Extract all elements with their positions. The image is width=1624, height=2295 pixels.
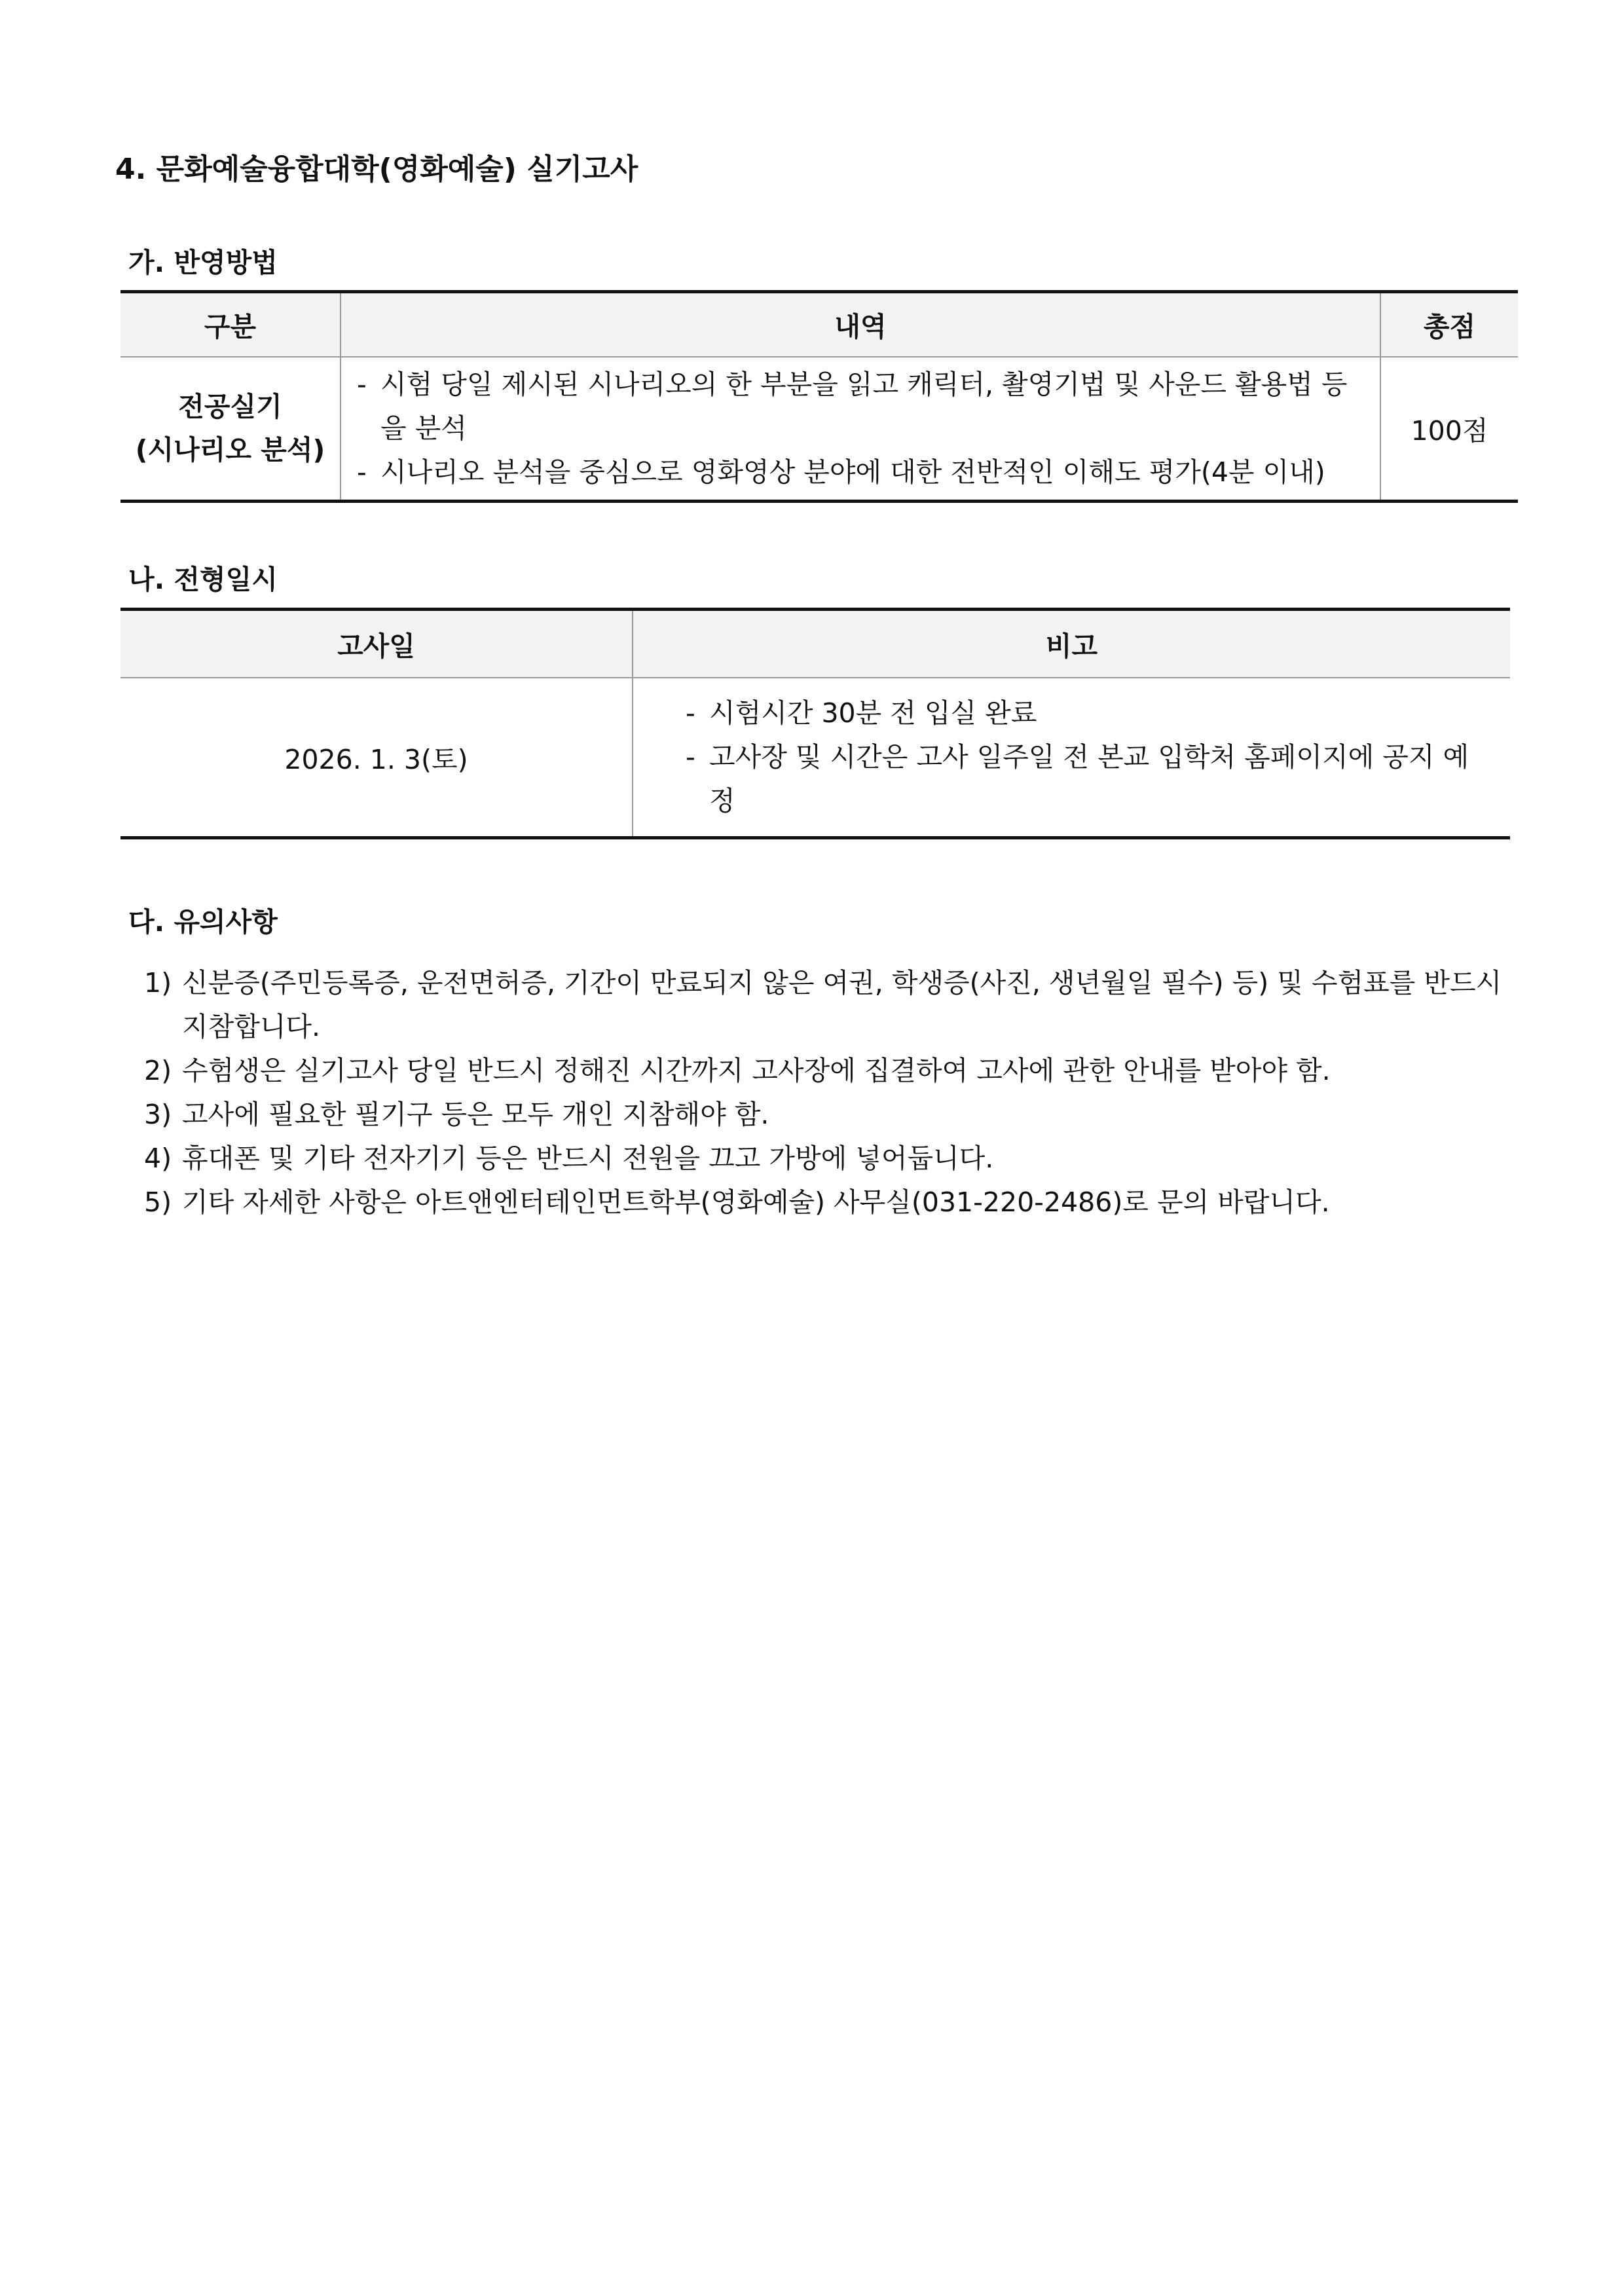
list-item: - 시나리오 분석을 중심으로 영화영상 분야에 대한 전반적인 이해도 평가(4분 이내) (357, 456, 1325, 488)
item-text: 휴대폰 및 기타 전자기기 등은 반드시 전원을 끄고 가방에 넣어둡니다. (182, 1143, 994, 1174)
table-header-row (120, 292, 1518, 357)
section-a-heading: 가. 반영방법 (128, 247, 278, 278)
list-item: - 시험 당일 제시된 시나리오의 한 부분을 읽고 캐릭터, 촬영기법 및 사운드 활용법 등을 분석 (357, 368, 1348, 444)
category-line-2: (시나리오 분석) (135, 434, 325, 466)
item-text: 수험생은 실기고사 당일 반드시 정해진 시간까지 고사장에 집결하여 고사에 관한 안내를 받아야 함. (182, 1055, 1331, 1086)
list-item (144, 961, 1506, 1049)
page-title: 4. 문화예술융합대학(영화예술) 실기고사 (115, 153, 638, 186)
exam-date-cell: 2026. 1. 3(토) (284, 743, 468, 775)
table-header-row (120, 610, 1510, 678)
section-c-heading: 다. 유의사항 (128, 906, 278, 938)
category-line-1: 전공실기 (178, 391, 282, 423)
item-number: 3) (144, 1099, 172, 1130)
item-text: 기타 자세한 사항은 아트앤엔터테인먼트학부(영화예술) 사무실(031-220-2486)로 문의 바랍니다. (182, 1186, 1330, 1218)
details-list (341, 363, 1380, 494)
precautions-list (144, 961, 1506, 1224)
list-item (144, 1049, 1506, 1093)
item-number: 5) (144, 1186, 172, 1218)
header-category: 구분 (120, 292, 341, 357)
remarks-cell (633, 678, 1510, 838)
list-item (144, 1137, 1506, 1181)
table-row (120, 357, 1518, 502)
list-item: - 시험시간 30분 전 입실 완료 (686, 697, 1037, 729)
item-text: 신분증(주민등록증, 운전면허증, 기간이 만료되지 않은 여권, 학생증(사진, 생년월일 필수) 등) 및 수험표를 반드시 지참합니다. (182, 967, 1502, 1042)
remarks-list (633, 691, 1510, 823)
detail-text-1: 시험 당일 제시된 시나리오의 한 부분을 읽고 캐릭터, 촬영기법 및 사운드 활용법 등을 분석 (380, 368, 1348, 444)
item-number: 1) (144, 967, 172, 999)
header-details: 내역 (341, 292, 1380, 357)
list-item: - 고사장 및 시간은 고사 일주일 전 본교 입학처 홈페이지에 공지 예정 (686, 741, 1469, 817)
details-cell (341, 357, 1380, 502)
item-number: 4) (144, 1143, 172, 1174)
table-row (120, 678, 1510, 838)
remark-text-1: 시험시간 30분 전 입실 완료 (709, 697, 1037, 729)
item-text: 고사에 필요한 필기구 등은 모두 개인 지참해야 함. (182, 1099, 769, 1130)
list-item (144, 1093, 1506, 1137)
section-b-heading: 나. 전형일시 (128, 564, 278, 595)
header-remarks: 비고 (633, 610, 1510, 678)
item-number: 2) (144, 1055, 172, 1086)
list-item (144, 1181, 1506, 1224)
category-cell (120, 357, 341, 502)
evaluation-method-table (120, 290, 1518, 503)
header-total: 총점 (1380, 292, 1518, 357)
detail-text-2: 시나리오 분석을 중심으로 영화영상 분야에 대한 전반적인 이해도 평가(4분 이내) (380, 456, 1325, 488)
schedule-table (120, 608, 1510, 839)
remark-text-2: 고사장 및 시간은 고사 일주일 전 본교 입학처 홈페이지에 공지 예정 (709, 741, 1469, 817)
total-cell: 100점 (1380, 357, 1518, 502)
header-exam-date: 고사일 (120, 610, 633, 678)
